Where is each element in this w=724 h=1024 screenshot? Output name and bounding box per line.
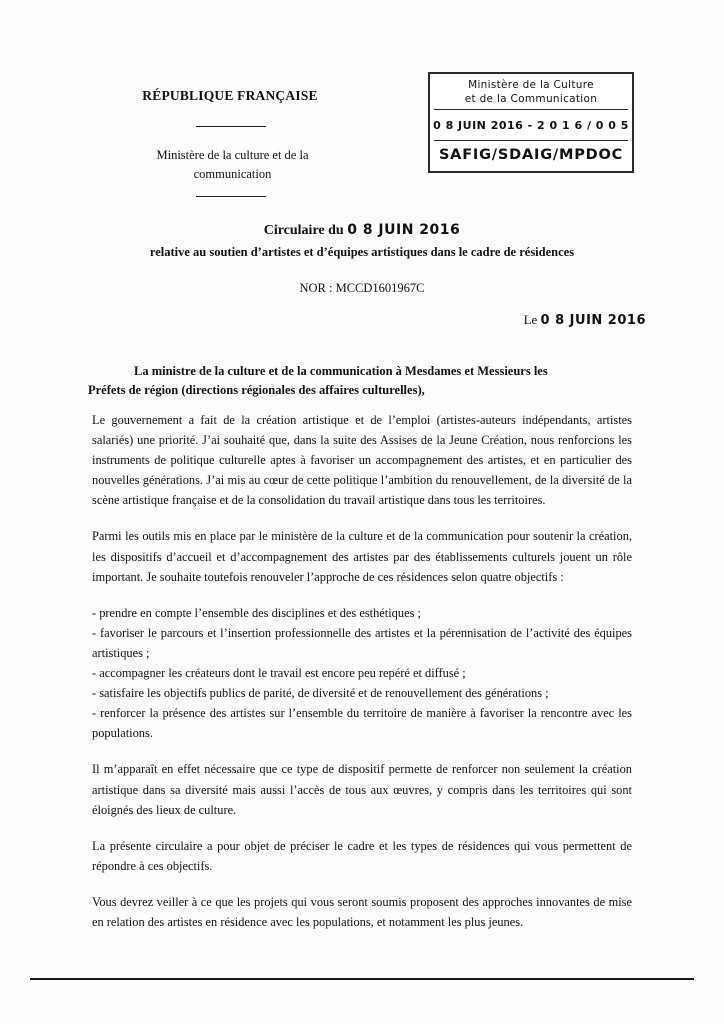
signature-date-value: 0 8 JUIN 2016 bbox=[540, 313, 646, 328]
list-item: - favoriser le parcours et l’insertion professionnelle des artistes et la pérennisation de l’activité des équipes artistiques ; bbox=[92, 625, 632, 660]
list-item: - prendre en compte l’ensemble des disciplines et des esthétiques ; bbox=[92, 605, 421, 620]
list-item: - accompagner les créateurs dont le travail est encore peu repéré et diffusé ; bbox=[92, 666, 466, 681]
list-item: - renforcer la présence des artistes sur l’ensemble du territoire de manière à favoriser la rencontre avec les populations. bbox=[92, 706, 632, 741]
paragraph: Le gouvernement a fait de la création artistique et de l’emploi (artistes-auteurs indépendants, artistes salariés) une priorité. J’ai souhaité que, dans la suite des Assises de la Jeune Création, nous renforcions les instruments de politique culturelle aptes à favoriser un accompagnement des artistes, et en particulier des nouvelles générations. J’ai mis au cœur de cette politique l’ambition du renouvellement, de la diversité de la scène artistique française et de la consolidation du travail artistique dans tous les territoires. bbox=[92, 413, 632, 508]
footer-divider bbox=[30, 978, 694, 980]
signature-date-label: Le bbox=[523, 312, 538, 327]
ministry-heading bbox=[110, 146, 355, 184]
republic-heading: RÉPUBLIQUE FRANÇAISE bbox=[142, 88, 318, 103]
signature-date bbox=[524, 312, 646, 328]
circular-title bbox=[0, 222, 724, 239]
stamp-reference: - 2 0 1 6 / 0 0 5 bbox=[527, 119, 629, 133]
circular-label: Circulaire du bbox=[263, 223, 344, 238]
circular-subtitle: relative au soutien d’artistes et d’équipes artistiques dans le cadre de résidences bbox=[149, 245, 575, 259]
paragraph: Parmi les outils mis en place par le ministère de la culture et de la communication pour soutenir la création, les dispositifs d’accueil et d’accompagnement des artistes par des établissements culturels jouent un rôle important. Je souhaite toutefois renouveler l’approche de ces résidences selon quatre objectifs : bbox=[92, 529, 632, 584]
addressee-line-2: Préfets de région (directions régionales des affaires culturelles), bbox=[88, 383, 425, 398]
stamp-ministry bbox=[430, 74, 632, 109]
paragraph: Il m’apparaît en effet nécessaire que ce type de dispositif permette de renforcer non seulement la création artistique dans sa diversité mais aussi l’accès de tous aux œuvres, y compris dans les territoires qui sont éloignés des lieux de culture. bbox=[92, 762, 632, 817]
paragraph: La présente circulaire a pour objet de préciser le cadre et les types de résidences qui vous permettent de répondre à ces objectifs. bbox=[92, 838, 632, 873]
stamp-ministry-line-1: Ministère de la Culture bbox=[468, 79, 594, 91]
stamp-service: SAFIG/SDAIG/MPDOC bbox=[438, 147, 624, 164]
stamp-date-reference bbox=[430, 110, 632, 140]
document-body bbox=[92, 410, 632, 948]
divider-top bbox=[196, 126, 266, 127]
ministry-line-1: Ministère de la culture et de la bbox=[156, 148, 309, 162]
circular-date: 0 8 JUIN 2016 bbox=[347, 222, 461, 238]
list-item: - satisfaire les objectifs publics de parité, de diversité et de renouvellement des générations ; bbox=[92, 686, 549, 701]
divider-bottom bbox=[196, 196, 266, 197]
addressee-block bbox=[88, 362, 636, 401]
ministry-line-2: communication bbox=[193, 166, 272, 181]
reception-stamp bbox=[428, 72, 634, 173]
stamp-date: 0 8 JUIN 2016 bbox=[433, 119, 524, 133]
objectives-list bbox=[92, 603, 632, 744]
nor-reference: NOR : MCCD1601967C bbox=[299, 281, 425, 295]
addressee-line-1: La ministre de la culture et de la communication à Mesdames et Messieurs les bbox=[134, 364, 548, 378]
stamp-ministry-line-2: et de la Communication bbox=[464, 93, 598, 106]
paragraph: Vous devrez veiller à ce que les projets qui vous seront soumis proposent des approches innovantes de mise en relation des artistes en résidence avec les populations, et notamment les plus jeunes. bbox=[92, 894, 632, 929]
